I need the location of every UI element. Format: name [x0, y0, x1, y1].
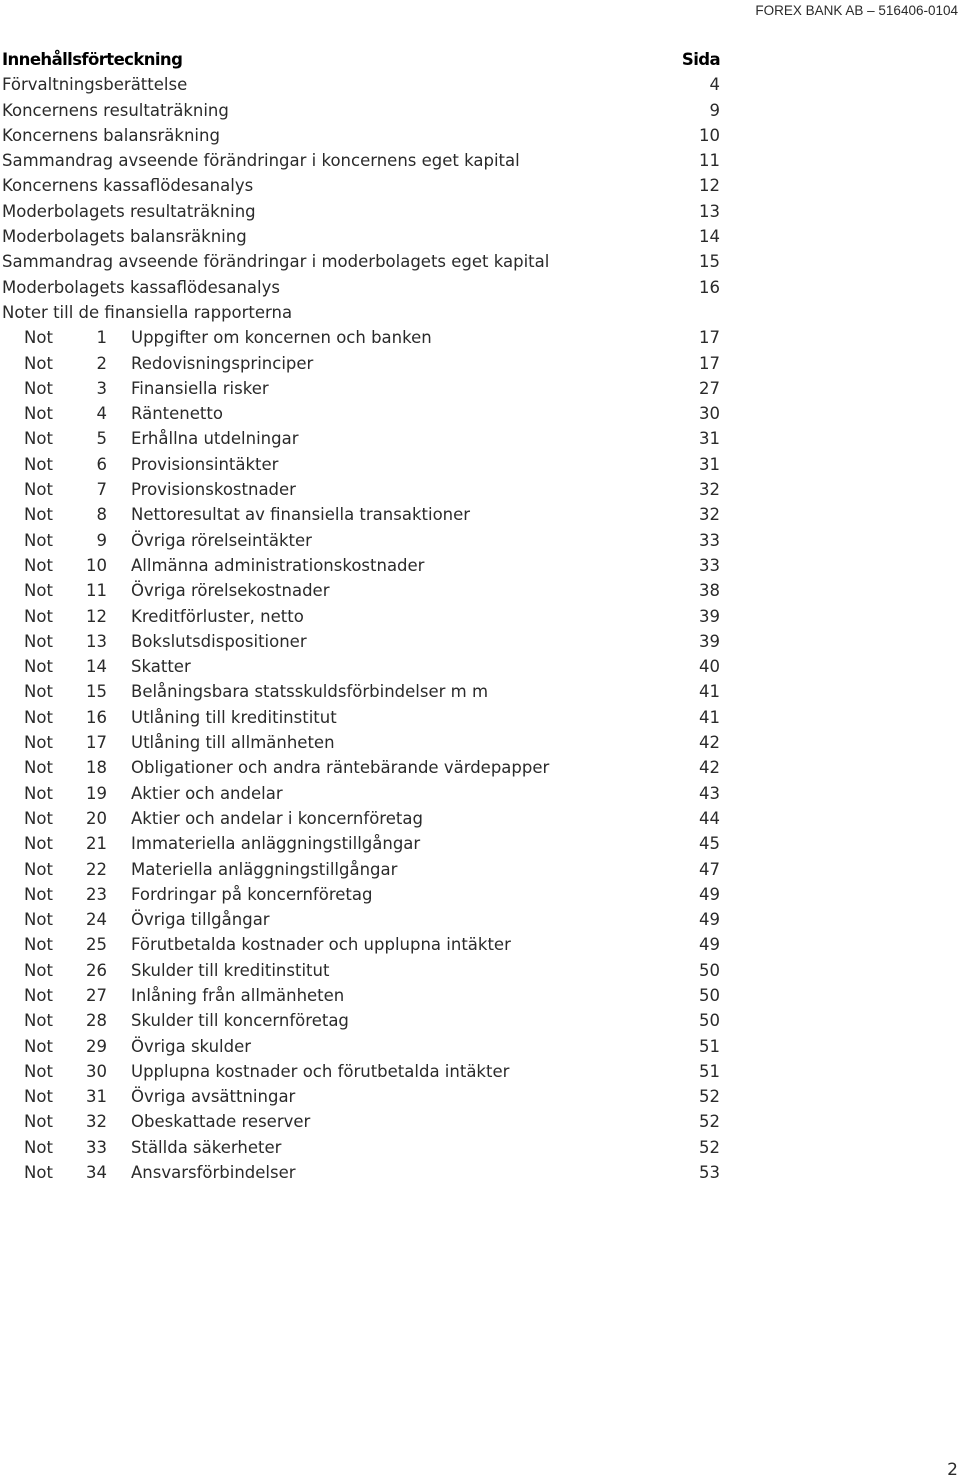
toc-entry[interactable] [2, 123, 720, 148]
note-entry[interactable] [2, 857, 720, 882]
note-title: Redovisningsprinciper [131, 353, 314, 373]
note-page: 49 [699, 884, 720, 904]
note-entry[interactable] [2, 882, 720, 907]
note-title: Utlåning till allmänheten [131, 733, 335, 753]
note-number: 8 [96, 505, 107, 525]
note-label: Not [24, 505, 53, 525]
note-entry[interactable] [2, 806, 720, 831]
note-number: 27 [86, 985, 107, 1005]
note-entry[interactable] [2, 932, 720, 957]
note-page: 42 [699, 733, 720, 753]
toc-entry-page: 4 [709, 75, 720, 95]
note-label: Not [24, 454, 53, 474]
note-page: 43 [699, 783, 720, 803]
note-title: Provisionskostnader [131, 480, 296, 500]
note-entry[interactable] [2, 654, 720, 679]
toc-entry-page: 16 [699, 277, 720, 297]
note-page: 45 [699, 834, 720, 854]
note-page: 51 [699, 1036, 720, 1056]
toc-entry-page: 14 [699, 227, 720, 247]
note-title: Ställda säkerheter [131, 1137, 282, 1157]
note-number: 19 [86, 783, 107, 803]
note-entry[interactable] [2, 376, 720, 401]
note-entry[interactable] [2, 1084, 720, 1109]
toc-heading: Innehållsförteckning [2, 50, 183, 69]
note-page: 33 [699, 530, 720, 550]
note-label: Not [24, 935, 53, 955]
note-number: 31 [86, 1087, 107, 1107]
note-entry[interactable] [2, 831, 720, 856]
toc-entry[interactable] [2, 72, 720, 97]
note-label: Not [24, 910, 53, 930]
note-page: 31 [699, 429, 720, 449]
note-label: Not [24, 530, 53, 550]
note-title: Obeskattade reserver [131, 1112, 311, 1132]
note-title: Aktier och andelar i koncernföretag [131, 808, 423, 828]
toc-entry-title: Koncernens resultaträkning [2, 100, 229, 120]
note-page: 41 [699, 707, 720, 727]
page-number: 2 [947, 1460, 958, 1480]
note-number: 33 [86, 1137, 107, 1157]
note-title: Belåningsbara statsskuldsförbindelser m m [131, 682, 489, 702]
note-number: 24 [86, 910, 107, 930]
note-title: Övriga tillgångar [131, 910, 270, 930]
note-number: 21 [86, 834, 107, 854]
note-entry[interactable] [2, 1160, 720, 1185]
note-page: 52 [699, 1112, 720, 1132]
toc-entry[interactable] [2, 224, 720, 249]
note-number: 11 [86, 581, 107, 601]
note-title: Övriga rörelseintäkter [131, 530, 312, 550]
note-title: Bokslutsdispositioner [131, 631, 307, 651]
note-label: Not [24, 606, 53, 626]
note-entry[interactable] [2, 755, 720, 780]
note-entry[interactable] [2, 1135, 720, 1160]
toc-sections [2, 72, 720, 300]
note-page: 52 [699, 1087, 720, 1107]
note-page: 41 [699, 682, 720, 702]
note-label: Not [24, 631, 53, 651]
note-label: Not [24, 960, 53, 980]
note-page: 47 [699, 859, 720, 879]
note-number: 25 [86, 935, 107, 955]
toc-entry-page: 12 [699, 176, 720, 196]
note-entry[interactable] [2, 907, 720, 932]
note-label: Not [24, 657, 53, 677]
note-entry[interactable] [2, 477, 720, 502]
note-number: 13 [86, 631, 107, 651]
note-entry[interactable] [2, 553, 720, 578]
note-entry[interactable] [2, 958, 720, 983]
note-label: Not [24, 1036, 53, 1056]
note-title: Obligationer och andra räntebärande värdepapper [131, 758, 550, 778]
note-entry[interactable] [2, 781, 720, 806]
note-page: 51 [699, 1061, 720, 1081]
note-entry[interactable] [2, 1008, 720, 1033]
note-entry[interactable] [2, 679, 720, 704]
note-label: Not [24, 733, 53, 753]
note-number: 15 [86, 682, 107, 702]
note-page: 50 [699, 960, 720, 980]
note-page: 44 [699, 808, 720, 828]
note-title: Kreditförluster, netto [131, 606, 304, 626]
note-title: Skulder till koncernföretag [131, 1011, 349, 1031]
note-number: 18 [86, 758, 107, 778]
note-number: 16 [86, 707, 107, 727]
note-entry[interactable] [2, 1109, 720, 1134]
note-entry[interactable] [2, 401, 720, 426]
note-page: 32 [699, 505, 720, 525]
note-title: Övriga skulder [131, 1036, 252, 1056]
note-entry[interactable] [2, 1059, 720, 1084]
note-page: 38 [699, 581, 720, 601]
note-entry[interactable] [2, 1034, 720, 1059]
note-page: 49 [699, 935, 720, 955]
note-title: Inlåning från allmänheten [131, 985, 345, 1005]
note-label: Not [24, 353, 53, 373]
note-number: 6 [96, 454, 107, 474]
toc-entry-title: Förvaltningsberättelse [2, 75, 188, 95]
toc-heading-row [2, 47, 720, 72]
note-number: 28 [86, 1011, 107, 1031]
note-title: Skatter [131, 657, 191, 677]
toc-entry-title: Moderbolagets resultaträkning [2, 201, 256, 221]
note-title: Upplupna kostnader och förutbetalda intäkter [131, 1061, 510, 1081]
note-number: 1 [96, 328, 107, 348]
toc-entry[interactable] [2, 275, 720, 300]
note-entry[interactable] [2, 325, 720, 350]
toc-entry-page: 11 [699, 151, 720, 171]
toc-entry-title: Sammandrag avseende förändringar i moderbolagets eget kapital [2, 252, 550, 272]
note-page: 39 [699, 631, 720, 651]
toc-entry-page: 9 [709, 100, 720, 120]
note-entry[interactable] [2, 705, 720, 730]
note-label: Not [24, 404, 53, 424]
note-title: Immateriella anläggningstillgångar [131, 834, 421, 854]
note-number: 5 [96, 429, 107, 449]
toc-entry-page: 10 [699, 125, 720, 145]
toc-entry-title: Koncernens kassaflödesanalys [2, 176, 254, 196]
note-number: 9 [96, 530, 107, 550]
note-number: 20 [86, 808, 107, 828]
note-number: 29 [86, 1036, 107, 1056]
note-title: Utlåning till kreditinstitut [131, 707, 337, 727]
note-page: 30 [699, 404, 720, 424]
note-label: Not [24, 758, 53, 778]
note-number: 23 [86, 884, 107, 904]
note-page: 50 [699, 985, 720, 1005]
note-page: 32 [699, 480, 720, 500]
toc-entry-title: Sammandrag avseende förändringar i koncernens eget kapital [2, 151, 520, 171]
note-entry[interactable] [2, 578, 720, 603]
note-number: 30 [86, 1061, 107, 1081]
note-title: Uppgifter om koncernen och banken [131, 328, 432, 348]
note-number: 2 [96, 353, 107, 373]
note-entry[interactable] [2, 426, 720, 451]
note-number: 26 [86, 960, 107, 980]
note-page: 53 [699, 1163, 720, 1183]
note-title: Nettoresultat av finansiella transaktioner [131, 505, 471, 525]
note-number: 4 [96, 404, 107, 424]
toc-entry-page: 13 [699, 201, 720, 221]
note-label: Not [24, 1087, 53, 1107]
note-label: Not [24, 1061, 53, 1081]
note-title: Skulder till kreditinstitut [131, 960, 330, 980]
note-label: Not [24, 328, 53, 348]
document-header: FOREX BANK AB – 516406-0104 [755, 3, 958, 18]
toc-notes [2, 325, 720, 1185]
note-entry[interactable] [2, 983, 720, 1008]
note-entry[interactable] [2, 730, 720, 755]
note-page: 50 [699, 1011, 720, 1031]
note-label: Not [24, 985, 53, 1005]
note-page: 17 [699, 353, 720, 373]
note-title: Erhållna utdelningar [131, 429, 299, 449]
note-label: Not [24, 682, 53, 702]
note-entry[interactable] [2, 502, 720, 527]
note-title: Provisionsintäkter [131, 454, 279, 474]
note-label: Not [24, 378, 53, 398]
note-title: Förutbetalda kostnader och upplupna intäkter [131, 935, 511, 955]
toc-entry-title: Koncernens balansräkning [2, 125, 220, 145]
note-page: 49 [699, 910, 720, 930]
note-label: Not [24, 884, 53, 904]
toc-entry[interactable] [2, 249, 720, 274]
note-label: Not [24, 1011, 53, 1031]
toc-entry-page: 15 [699, 252, 720, 272]
note-label: Not [24, 581, 53, 601]
note-title: Övriga avsättningar [131, 1087, 296, 1107]
note-entry[interactable] [2, 351, 720, 376]
note-number: 14 [86, 657, 107, 677]
toc-entry[interactable] [2, 199, 720, 224]
notes-heading: Noter till de finansiella rapporterna [2, 302, 293, 322]
toc-entry[interactable] [2, 173, 720, 198]
note-title: Övriga rörelsekostnader [131, 581, 330, 601]
toc-entry[interactable] [2, 98, 720, 123]
note-label: Not [24, 429, 53, 449]
note-number: 22 [86, 859, 107, 879]
note-label: Not [24, 1137, 53, 1157]
note-entry[interactable] [2, 604, 720, 629]
note-label: Not [24, 834, 53, 854]
note-page: 39 [699, 606, 720, 626]
note-page: 42 [699, 758, 720, 778]
note-number: 12 [86, 606, 107, 626]
note-label: Not [24, 555, 53, 575]
note-number: 3 [96, 378, 107, 398]
note-number: 7 [96, 480, 107, 500]
note-label: Not [24, 859, 53, 879]
note-label: Not [24, 783, 53, 803]
note-entry[interactable] [2, 452, 720, 477]
note-number: 17 [86, 733, 107, 753]
page-column-heading: Sida [681, 50, 720, 69]
note-label: Not [24, 1163, 53, 1183]
note-entry[interactable] [2, 528, 720, 553]
note-title: Finansiella risker [131, 378, 269, 398]
note-number: 32 [86, 1112, 107, 1132]
note-page: 17 [699, 328, 720, 348]
table-of-contents [2, 47, 720, 1185]
note-label: Not [24, 1112, 53, 1132]
toc-entry-title: Moderbolagets balansräkning [2, 227, 247, 247]
note-title: Allmänna administrationskostnader [131, 555, 425, 575]
notes-heading-row [2, 300, 720, 325]
note-label: Not [24, 480, 53, 500]
note-number: 34 [86, 1163, 107, 1183]
note-page: 40 [699, 657, 720, 677]
note-label: Not [24, 707, 53, 727]
toc-entry[interactable] [2, 148, 720, 173]
note-page: 52 [699, 1137, 720, 1157]
note-title: Fordringar på koncernföretag [131, 884, 373, 904]
note-title: Aktier och andelar [131, 783, 283, 803]
note-entry[interactable] [2, 629, 720, 654]
note-title: Räntenetto [131, 404, 223, 424]
note-title: Ansvarsförbindelser [131, 1163, 296, 1183]
note-title: Materiella anläggningstillgångar [131, 859, 398, 879]
note-page: 31 [699, 454, 720, 474]
note-page: 27 [699, 378, 720, 398]
toc-entry-title: Moderbolagets kassaflödesanalys [2, 277, 280, 297]
note-label: Not [24, 808, 53, 828]
note-page: 33 [699, 555, 720, 575]
note-number: 10 [86, 555, 107, 575]
